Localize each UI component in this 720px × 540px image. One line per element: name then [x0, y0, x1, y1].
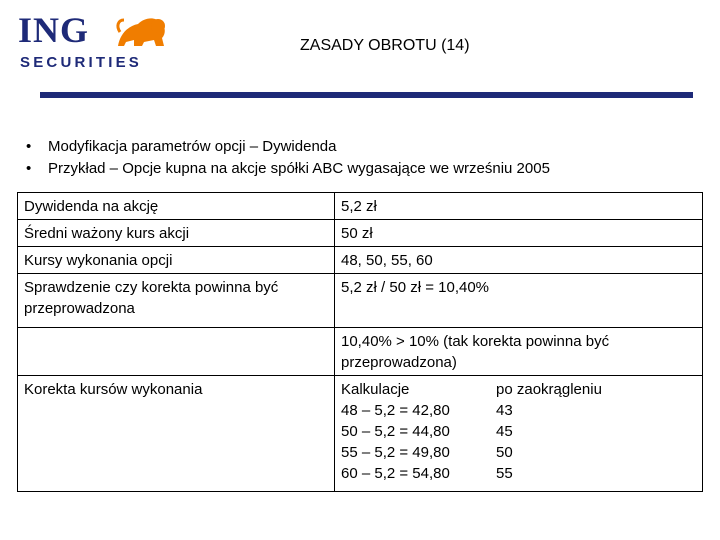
- rounded-value: 50: [496, 444, 513, 461]
- rounded-value: 43: [496, 402, 513, 419]
- table-row: [18, 376, 703, 492]
- correction-label: Korekta kursów wykonania: [18, 376, 335, 492]
- row-label: Dywidenda na akcję: [18, 193, 335, 220]
- table-row: [18, 247, 703, 274]
- page-title: ZASADY OBROTU (14): [300, 37, 470, 54]
- header-divider: [40, 92, 693, 98]
- logo-subtitle: SECURITIES: [20, 54, 143, 71]
- rounded-value: 45: [496, 423, 513, 440]
- row-label: [18, 328, 335, 376]
- table-row: [18, 220, 703, 247]
- ing-securities-logo: [18, 10, 178, 72]
- logo-brand: ING: [18, 10, 90, 50]
- bullet-text: Modyfikacja parametrów opcji – Dywidenda: [48, 138, 337, 155]
- rounded-header: po zaokrągleniu: [496, 381, 602, 398]
- row-label: Średni ważony kurs akcji: [18, 220, 335, 247]
- calc-header: Kalkulacje: [341, 381, 410, 398]
- row-value: 5,2 zł / 50 zł = 10,40%: [335, 274, 703, 328]
- row-value: 50 zł: [335, 220, 703, 247]
- lion-icon: [114, 12, 170, 50]
- bullet-text: Przykład – Opcje kupna na akcje spółki ABC wygasające we wrześniu 2005: [48, 160, 550, 177]
- correction-grid: [341, 379, 698, 484]
- table-row: [18, 193, 703, 220]
- rounded-value: 55: [496, 465, 513, 482]
- calc-line: 48 – 5,2 = 42,80: [341, 402, 450, 419]
- row-value: 48, 50, 55, 60: [335, 247, 703, 274]
- row-label: Sprawdzenie czy korekta powinna być przeprowadzona: [18, 274, 335, 328]
- row-value: 5,2 zł: [335, 193, 703, 220]
- calc-line: 50 – 5,2 = 44,80: [341, 423, 450, 440]
- bullet-dot: •: [26, 138, 32, 155]
- correction-cell: [335, 376, 703, 492]
- dividend-table: [17, 192, 703, 492]
- table-row: [18, 274, 703, 328]
- row-label: Kursy wykonania opcji: [18, 247, 335, 274]
- bullet-item: [26, 136, 550, 158]
- table-row: [18, 328, 703, 376]
- bullet-dot: •: [26, 160, 32, 177]
- row-value: 10,40% > 10% (tak korekta powinna być przeprowadzona): [335, 328, 703, 376]
- bullet-item: [26, 158, 550, 180]
- bullet-list: [26, 136, 550, 180]
- calc-line: 60 – 5,2 = 54,80: [341, 465, 450, 482]
- calc-line: 55 – 5,2 = 49,80: [341, 444, 450, 461]
